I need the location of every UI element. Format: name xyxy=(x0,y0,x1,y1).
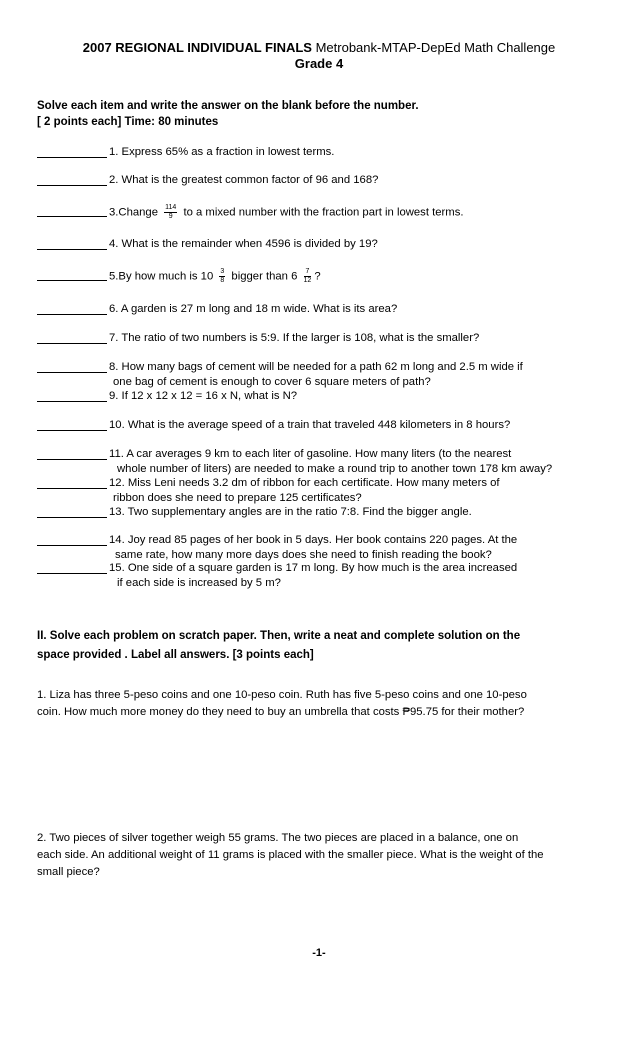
item-text: 11. A car averages 9 km to each liter of gasoline. How many liters (to the nearest xyxy=(109,448,512,460)
section-2-line-2: space provided . Label all answers. [3 points each] xyxy=(37,649,314,661)
answer-blank[interactable] xyxy=(37,533,107,546)
fraction xyxy=(304,268,312,285)
item-text xyxy=(109,204,463,221)
answer-blank[interactable] xyxy=(37,331,107,344)
item-text-continued: same rate, how many more days does she need to finish reading the book? xyxy=(115,549,492,561)
item-text: 12. Miss Leni needs 3.2 dm of ribbon for each certificate. How many meters of xyxy=(109,477,500,489)
item-text: 8. How many bags of cement will be needed for a path 62 m long and 2.5 m wide if xyxy=(109,361,523,373)
header-grade: Grade 4 xyxy=(294,56,344,71)
item-text-mid: bigger than 6 xyxy=(231,270,298,283)
item-text: 9. If 12 x 12 x 12 = 16 x N, what is N? xyxy=(109,390,298,402)
problem-1-line-2: coin. How much more money do they need to buy an umbrella that costs ₱95.75 for their mother? xyxy=(37,706,525,718)
fraction-denominator: 9 xyxy=(168,213,173,220)
item-text-post: ? xyxy=(314,270,321,283)
header-title xyxy=(0,40,638,56)
problem-1 xyxy=(37,687,602,721)
answer-blank[interactable] xyxy=(37,505,107,518)
instructions-line-2: [ 2 points each] Time: 80 minutes xyxy=(37,116,219,128)
item-text: 14. Joy read 85 pages of her book in 5 days. Her book contains 220 pages. At the xyxy=(109,534,518,546)
answer-blank[interactable] xyxy=(37,237,107,250)
item-text-continued: whole number of liters) are needed to make a round trip to another town 178 km away? xyxy=(117,463,553,475)
item-text: 15. One side of a square garden is 17 m long. By how much is the area increased xyxy=(109,562,518,574)
problem-1-line-1: 1. Liza has three 5-peso coins and one 10-peso coin. Ruth has five 5-peso coins and one 10-peso xyxy=(37,689,527,701)
item-text: 6. A garden is 27 m long and 18 m wide. What is its area? xyxy=(109,303,398,315)
problem-2-line-3: small piece? xyxy=(37,866,100,878)
item-text-pre: 5.By how much is 10 xyxy=(109,270,214,283)
section-2-line-1: II. Solve each problem on scratch paper. Then, write a neat and complete solution on the xyxy=(37,630,521,642)
item-text: 4. What is the remainder when 4596 is divided by 19? xyxy=(109,238,378,250)
answer-blank[interactable] xyxy=(37,389,107,402)
item-text-continued: ribbon does she need to prepare 125 certificates? xyxy=(113,492,362,504)
answer-blank[interactable] xyxy=(37,268,107,281)
header-title-rest: Metrobank-MTAP-DepEd Math Challenge xyxy=(311,40,556,55)
section-2-instructions xyxy=(37,627,597,665)
header-title-bold: 2007 REGIONAL INDIVIDUAL FINALS xyxy=(82,40,312,55)
fraction-numerator: 114 xyxy=(165,204,177,211)
problem-2-line-2: each side. An additional weight of 11 grams is placed with the smaller piece. What is the weight of the xyxy=(37,849,544,861)
answer-blank[interactable] xyxy=(37,561,107,574)
fraction xyxy=(219,268,225,285)
problem-2 xyxy=(37,830,602,881)
item-text-pre: 3.Change xyxy=(109,206,158,219)
answer-blank[interactable] xyxy=(37,302,107,315)
answer-blank[interactable] xyxy=(37,447,107,460)
fraction-numerator: 3 xyxy=(220,268,225,275)
answer-blank[interactable] xyxy=(37,173,107,186)
answer-blank[interactable] xyxy=(37,418,107,431)
fraction-numerator: 7 xyxy=(305,268,310,275)
item-text-continued: if each side is increased by 5 m? xyxy=(117,577,281,589)
page-number: -1- xyxy=(312,947,326,959)
fraction-denominator: 12 xyxy=(303,277,312,284)
fraction xyxy=(164,204,177,221)
item-text: 10. What is the average speed of a train that traveled 448 kilometers in 8 hours? xyxy=(109,419,511,431)
item-text xyxy=(109,268,321,285)
problem-2-line-1: 2. Two pieces of silver together weigh 55 grams. The two pieces are placed in a balance, one on xyxy=(37,832,519,844)
page-header xyxy=(0,40,638,72)
instructions-line-1: Solve each item and write the answer on the blank before the number. xyxy=(37,100,419,112)
answer-blank[interactable] xyxy=(37,145,107,158)
item-text-continued: one bag of cement is enough to cover 6 square meters of path? xyxy=(113,376,431,388)
item-text: 1. Express 65% as a fraction in lowest terms. xyxy=(109,146,335,158)
answer-blank[interactable] xyxy=(37,360,107,373)
answer-blank[interactable] xyxy=(37,476,107,489)
item-text: 2. What is the greatest common factor of 96 and 168? xyxy=(109,174,379,186)
fraction-denominator: 8 xyxy=(220,277,225,284)
item-text-post: to a mixed number with the fraction part in lowest terms. xyxy=(183,206,464,219)
item-text: 7. The ratio of two numbers is 5:9. If the larger is 108, what is the smaller? xyxy=(109,332,480,344)
item-text: 13. Two supplementary angles are in the ratio 7:8. Find the bigger angle. xyxy=(109,506,472,518)
answer-blank[interactable] xyxy=(37,204,107,217)
